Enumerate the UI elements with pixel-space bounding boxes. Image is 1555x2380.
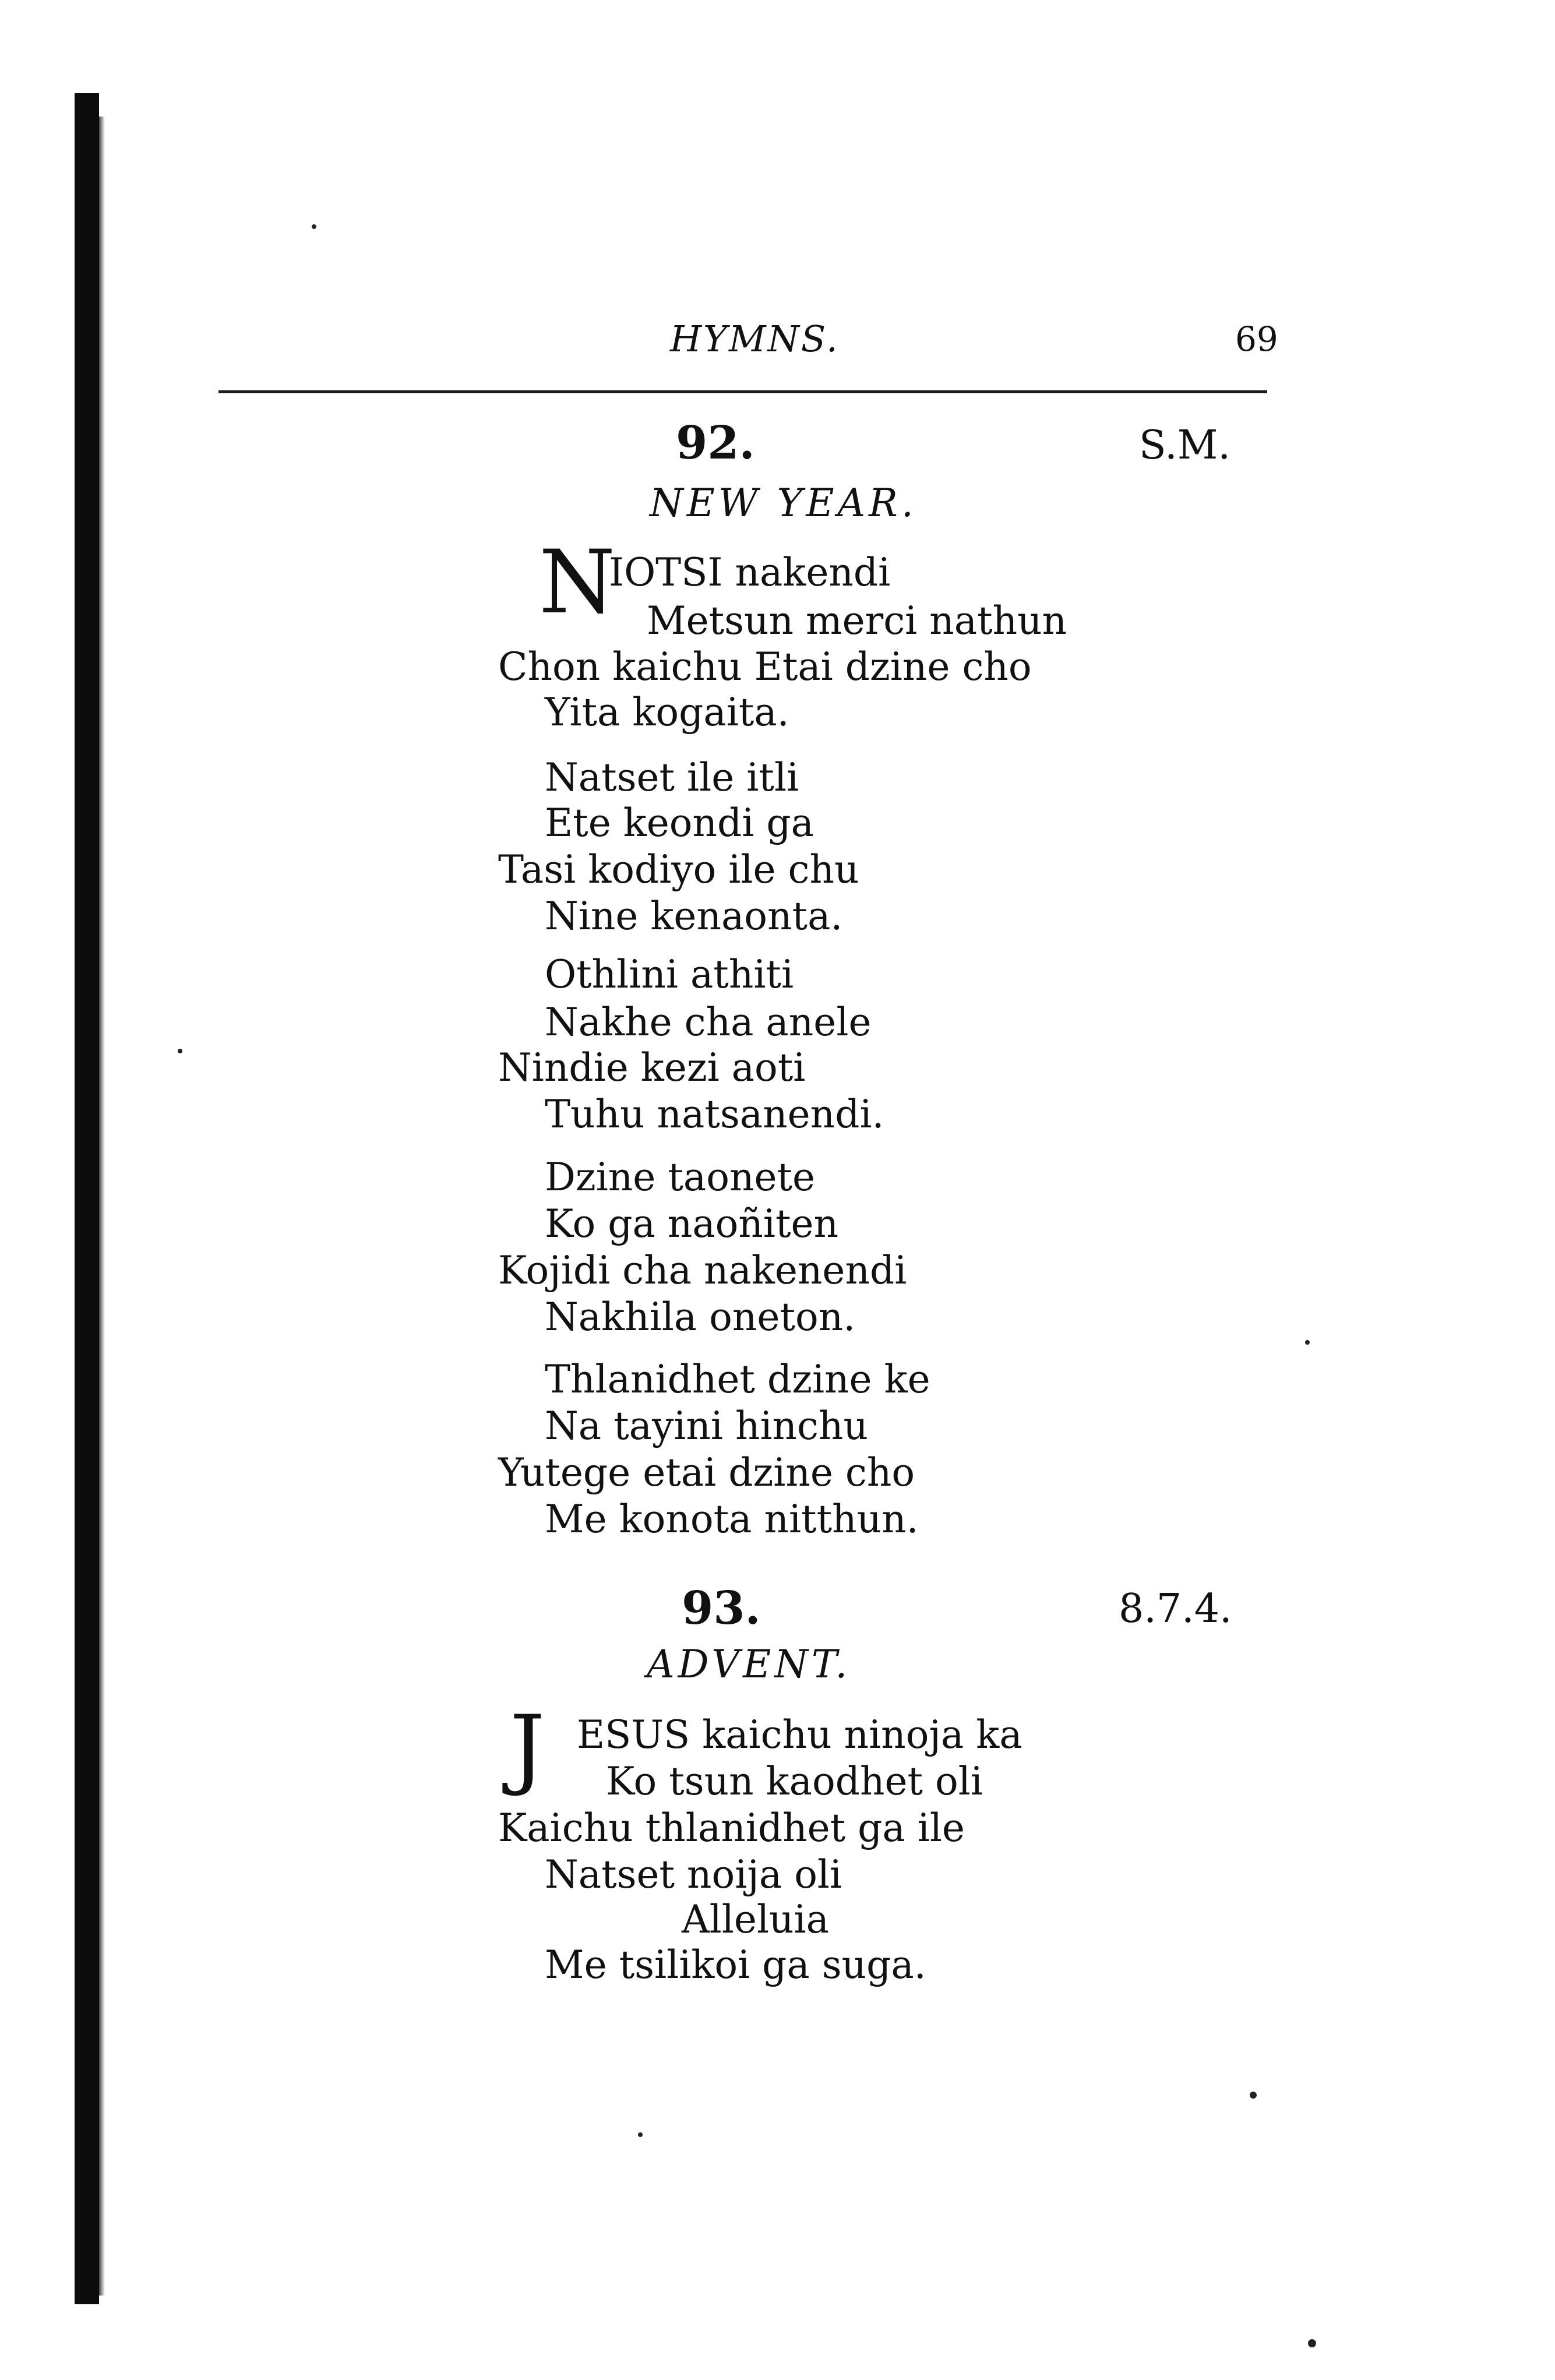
verse-line: Yita kogaita. (545, 690, 789, 735)
verse-line: Othlini athiti (545, 952, 794, 997)
scan-speck (1308, 2339, 1316, 2347)
verse-line: Me konota nitthun. (545, 1497, 919, 1542)
drop-cap: N (539, 532, 616, 633)
verse-line: Na tayini hinchu (545, 1404, 869, 1448)
hymn-meter: 8.7.4. (1119, 1586, 1232, 1632)
header-rule (218, 390, 1267, 393)
verse-line: Nindie kezi aoti (498, 1045, 806, 1090)
verse-line: ESUS kaichu ninoja ka (577, 1712, 1022, 1757)
hymn-title: ADVENT. (647, 1642, 851, 1687)
verse-line: Tuhu natsanendi. (545, 1092, 884, 1137)
binding-edge (75, 93, 99, 2304)
verse-line: Natset ile itli (545, 755, 799, 800)
drop-cap: J (510, 1697, 545, 1799)
hymn-meter: S.M. (1139, 422, 1231, 468)
verse-line: Metsun merci nathun (647, 598, 1067, 643)
scan-speck (1305, 1340, 1310, 1345)
hymn-number: 93. (682, 1582, 761, 1635)
hymn-number: 92. (676, 417, 755, 470)
verse-line: Natset noija oli (545, 1852, 842, 1897)
verse-line: Ko tsun kaodhet oli (606, 1759, 983, 1804)
verse-line: Alleluia (682, 1897, 830, 1942)
binding-shadow (99, 117, 105, 2296)
scan-speck (1250, 2092, 1257, 2099)
verse-line: Chon kaichu Etai dzine cho (498, 644, 1032, 689)
scan-speck (312, 224, 316, 229)
page-number: 69 (1235, 319, 1278, 359)
running-head: HYMNS. (670, 318, 840, 360)
scan-speck (638, 2132, 643, 2137)
verse-line: Kaichu thlanidhet ga ile (498, 1806, 965, 1850)
verse-line: Nakhila oneton. (545, 1295, 856, 1339)
verse-line: Tasi kodiyo ile chu (498, 847, 859, 892)
hymn-title: NEW YEAR. (650, 481, 917, 526)
verse-line: Me tsilikoi ga suga. (545, 1942, 926, 1987)
verse-line: Nine kenaonta. (545, 894, 843, 939)
verse-line: Thlanidhet dzine ke (545, 1357, 930, 1402)
verse-line: Kojidi cha nakenendi (498, 1248, 907, 1293)
verse-line: Ko ga naoñiten (545, 1201, 839, 1246)
verse-line: Yutege etai dzine cho (498, 1450, 915, 1495)
verse-line: IOTSI nakendi (609, 550, 891, 595)
verse-line: Ete keondi ga (545, 801, 814, 845)
verse-line: Dzine taonete (545, 1155, 816, 1200)
verse-line: Nakhe cha anele (545, 1000, 872, 1045)
scan-speck (178, 1049, 182, 1053)
